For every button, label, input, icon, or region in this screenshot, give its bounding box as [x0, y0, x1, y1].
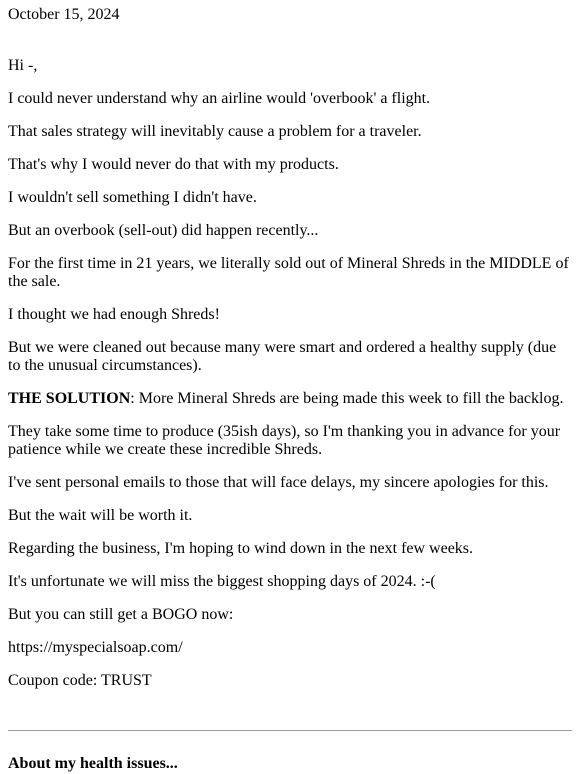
paragraph: Regarding the business, I'm hoping to wind down in the next few weeks.	[8, 540, 474, 557]
paragraph: It's unfortunate we will miss the biggest shopping days of 2024. :-(	[8, 573, 436, 590]
paragraph: But you can still get a BOGO now:	[8, 606, 234, 623]
paragraph: But the wait will be worth it.	[8, 507, 193, 524]
greeting: Hi -,	[8, 57, 38, 74]
shop-link[interactable]: https://myspecialsoap.com/	[8, 639, 183, 656]
paragraph: I could never understand why an airline would 'overbook' a flight.	[8, 90, 431, 107]
paragraph: I thought we had enough Shreds!	[8, 306, 220, 323]
paragraph: For the first time in 21 years, we literally sold out of Mineral Shreds in the MIDDLE of the sale.	[8, 255, 569, 290]
section-divider	[8, 730, 572, 731]
paragraph: I wouldn't sell something I didn't have.	[8, 189, 257, 206]
solution-paragraph	[8, 390, 572, 408]
paragraph: I've sent personal emails to those that will face delays, my sincere apologies for this.	[8, 474, 549, 491]
health-section-heading: About my health issues...	[8, 755, 178, 772]
paragraph: But an overbook (sell-out) did happen recently...	[8, 222, 319, 239]
solution-label: THE SOLUTION	[8, 390, 131, 407]
paragraph: That sales strategy will inevitably cause a problem for a traveler.	[8, 123, 422, 140]
paragraph: But we were cleaned out because many were smart and ordered a healthy supply (due to the unusual circumstances).	[8, 339, 557, 374]
paragraph: That's why I would never do that with my products.	[8, 156, 339, 173]
solution-text: : More Mineral Shreds are being made this week to fill the backlog.	[130, 390, 564, 407]
coupon-code: Coupon code: TRUST	[8, 672, 152, 689]
email-date: October 15, 2024	[8, 6, 120, 23]
paragraph: They take some time to produce (35ish days), so I'm thanking you in advance for your patience while we create these incredible Shreds.	[8, 423, 561, 458]
